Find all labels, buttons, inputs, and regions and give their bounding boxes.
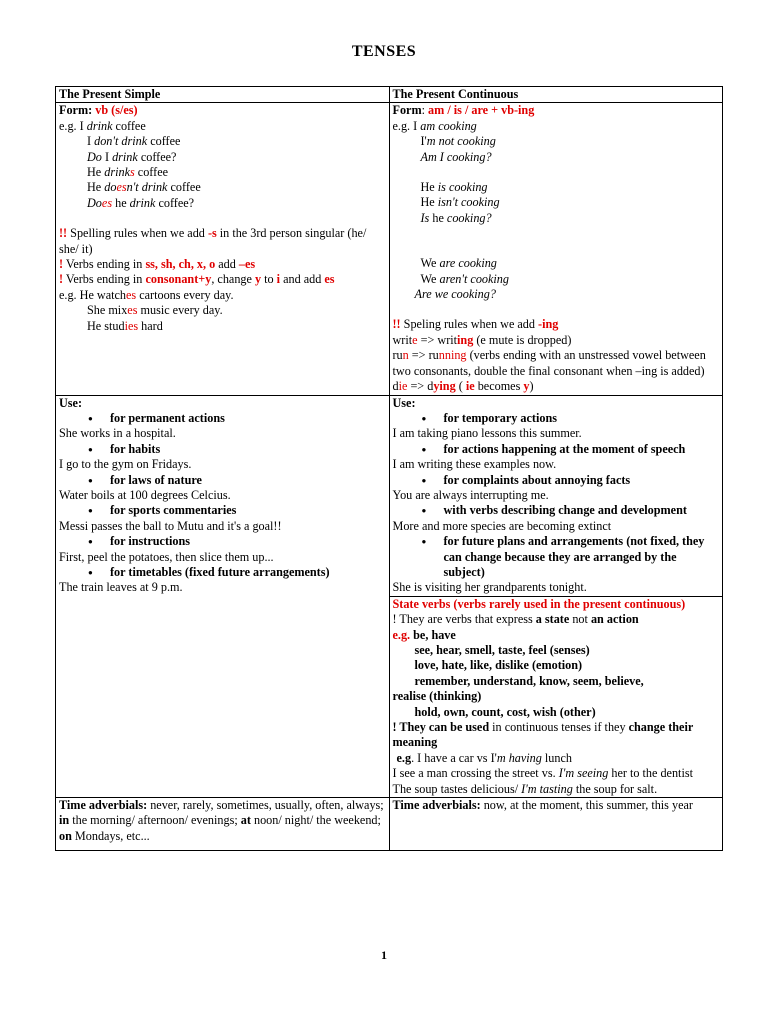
use-bullet: ● for habits: [59, 442, 386, 457]
page-title: TENSES: [351, 43, 417, 60]
tenses-table: [55, 86, 723, 851]
use-bullet: ● for future plans and arrangements (not fixed, they can change because they are arranged by the subject): [393, 534, 720, 580]
form-line: Form: am / is / are + vb-ing: [392, 103, 535, 118]
use-example: More and more species are becoming extinct: [392, 518, 612, 533]
time-adverbials-row: [56, 798, 723, 851]
use-row: [56, 395, 723, 596]
use-list-simple: [59, 411, 386, 426]
use-bullet: ● for instructions: [59, 534, 386, 549]
header-present-continuous: The Present Continuous: [389, 87, 723, 103]
use-example: First, peel the potatoes, then slice them up...: [59, 549, 274, 564]
use-bullet: ● for sports commentaries: [59, 503, 386, 518]
use-bullet: ● for actions happening at the moment of speech: [393, 442, 720, 457]
form-cell-continuous: Form: am / is / are + vb-ing e.g. I am cooking I'm not cooking Am I cooking? He is cooking He isn't cooking Is he cooking? We are cooking We aren't cooking Are we cooking? !! Speling rules when we add -ing write => writing (e mute is dropped) run => running (verbs ending with an unstressed vowel between two consonants, double the final consonant when –ing is added) die => dying ( ie becomes y): [389, 103, 723, 395]
spelling-rules-simple: !! Spelling rules when we add -s in the 3rd person singular (he/ she/ it): [59, 226, 367, 256]
use-bullet: ● for complaints about annoying facts: [393, 473, 720, 488]
spelling-rules-continuous: !! Speling rules when we add -ing: [392, 317, 559, 332]
use-bullet: ● with verbs describing change and development: [393, 503, 720, 518]
state-verbs-cell: State verbs (verbs rarely used in the present continuous) ! They are verbs that express a state not an action e.g. be, have see, hear, smell, taste, feel (senses) love, hate, like, dislike (emotion) remember, understand, know, seem, believe, realise (thinking) hold, own, count, cost, wish (other) ! They can be used in continuous tenses if they change their meaning e.g. I have a car vs I'm having lunch I see a man crossing the street vs. I'm seeing her to the dentist The soup tastes delicious/ I'm tasting the soup for salt.: [389, 596, 723, 797]
use-bullet: ● for timetables (fixed future arrangements): [59, 565, 386, 580]
use-cell-simple: Use: ● for permanent actions She works in a hospital. ● for habits I go to the gym on Fridays. ● for laws of nature Water boils at 100 degrees Celcius. ● for sports commentaries Messi passes the ball to Mutu and it's a goal!! ● for instructions First, peel the potatoes, then slice them up... ● for timetables (fixed future arrangements) The train leaves at 9 p.m.: [56, 395, 390, 798]
use-example: Messi passes the ball to Mutu and it's a goal!!: [59, 518, 282, 533]
use-example: I am taking piano lessons this summer.: [392, 426, 582, 441]
use-example: I go to the gym on Fridays.: [59, 457, 192, 472]
use-example: She works in a hospital.: [59, 426, 176, 441]
use-bullet: ● for laws of nature: [59, 473, 386, 488]
use-example: I am writing these examples now.: [392, 457, 557, 472]
use-bullet: ● for permanent actions: [59, 411, 386, 426]
form-formula: am / is / are + vb-ing: [428, 103, 535, 118]
use-cell-continuous: Use: ● for temporary actions I am taking piano lessons this summer. ● for actions happening at the moment of speech I am writing these examples now. ● for complaints about annoying facts You are always interrupting me. ● with verbs describing change and development More and more species are becoming extinct ● for future plans and arrangements (not fixed, they can change because they are arranged by the subject) She is visiting her grandparents tonight.: [389, 395, 723, 596]
form-line: Form: vb (s/es): [59, 103, 138, 118]
use-bullet: ● for temporary actions: [393, 411, 720, 426]
time-adverbials-simple: Time adverbials: never, rarely, sometimes, usually, often, always; in the morning/ afternoon/ evenings; at noon/ night/ the weekend; on Mondays, etc...: [56, 798, 390, 851]
form-formula: vb (s/es): [95, 103, 138, 118]
state-verbs-title: State verbs (verbs rarely used in the present continuous): [392, 596, 686, 611]
header-present-simple: The Present Simple: [56, 87, 390, 103]
time-adverbials-continuous: Time adverbials: now, at the moment, this summer, this year: [389, 798, 723, 851]
form-cell-simple: Form: vb (s/es) e.g. I drink coffee I don't drink coffee Do I drink coffee? He drinks coffee He doesn't drink coffee Does he drink coffee? !! Spelling rules when we add -s in the 3rd person singular (he/ she/ it) ! Verbs ending in ss, sh, ch, x, o add –es ! Verbs ending in consonant+y, change y to i and add es e.g. He watches cartoons every day. She mixes music every day. He studies hard: [56, 103, 390, 395]
use-example: The train leaves at 9 p.m.: [59, 580, 183, 595]
form-row: [56, 103, 723, 395]
page-number: 1: [381, 948, 387, 962]
use-example: Water boils at 100 degrees Celcius.: [59, 487, 231, 502]
header-row: [56, 87, 723, 103]
use-example: She is visiting her grandparents tonight.: [392, 580, 587, 595]
use-example: You are always interrupting me.: [392, 487, 549, 502]
